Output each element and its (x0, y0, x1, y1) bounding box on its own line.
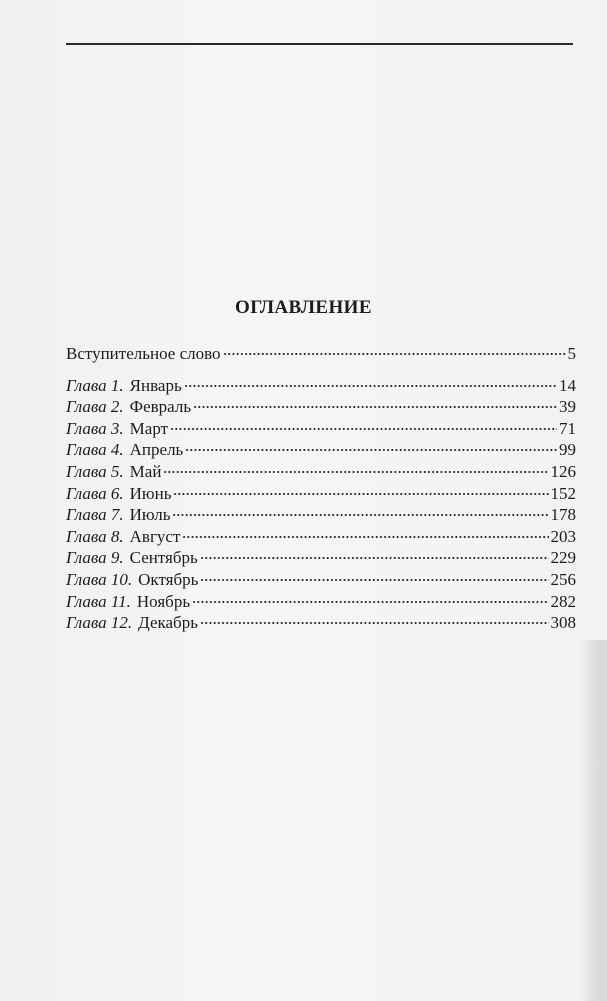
chapter-prefix: Глава 6. (66, 483, 124, 503)
toc-entry-chapter-3[interactable] (66, 418, 576, 440)
chapter-page: 229 (550, 548, 576, 568)
page-edge-shadow (579, 640, 607, 1001)
chapter-page: 99 (559, 440, 576, 460)
chapter-page: 126 (550, 461, 576, 481)
dot-leader (184, 385, 557, 387)
dot-leader (182, 536, 548, 538)
chapter-prefix: Глава 1. (66, 375, 124, 395)
chapter-page: 39 (559, 397, 576, 417)
chapter-name: Август (129, 526, 181, 546)
chapter-name: Июнь (129, 483, 172, 503)
dot-leader (163, 471, 548, 473)
chapter-name: Октябрь (138, 569, 199, 589)
chapter-name: Апрель (129, 440, 184, 460)
chapter-prefix: Глава 9. (66, 548, 124, 568)
chapter-page: 256 (550, 569, 576, 589)
chapter-name: Февраль (129, 397, 192, 417)
toc-entry-chapter-2[interactable] (66, 396, 576, 418)
chapter-page: 178 (550, 505, 576, 525)
chapter-prefix: Глава 3. (66, 418, 124, 438)
toc-entry-intro[interactable] (66, 343, 576, 365)
chapter-page: 282 (550, 591, 576, 611)
chapter-prefix: Глава 11. (66, 591, 131, 611)
chapter-page: 152 (550, 483, 576, 503)
dot-leader (185, 449, 557, 451)
table-of-contents (66, 343, 576, 634)
chapter-page: 71 (559, 418, 576, 438)
header-rule (66, 43, 573, 45)
chapter-page: 308 (550, 613, 576, 633)
dot-leader (192, 601, 548, 603)
toc-title: ОГЛАВЛЕНИЕ (235, 297, 372, 318)
chapter-prefix: Глава 7. (66, 505, 124, 525)
toc-entry-chapter-7[interactable] (66, 504, 576, 526)
dot-leader (173, 493, 548, 495)
chapter-prefix: Глава 12. (66, 613, 133, 633)
chapter-name: Май (129, 461, 162, 481)
dot-leader (193, 406, 557, 408)
toc-entry-chapter-1[interactable] (66, 375, 576, 397)
chapter-prefix: Глава 10. (66, 569, 133, 589)
chapter-prefix: Глава 5. (66, 461, 124, 481)
chapter-name: Сентябрь (129, 548, 198, 568)
chapter-page: 14 (559, 375, 576, 395)
toc-entry-chapter-12[interactable] (66, 612, 576, 634)
chapter-name: Март (129, 418, 169, 438)
toc-entry-chapter-5[interactable] (66, 461, 576, 483)
toc-entry-page: 5 (567, 344, 576, 363)
chapter-prefix: Глава 8. (66, 526, 124, 546)
toc-entry-chapter-4[interactable] (66, 439, 576, 461)
dot-leader (200, 622, 549, 624)
toc-entry-chapter-8[interactable] (66, 526, 576, 548)
chapter-name: Декабрь (138, 613, 198, 633)
chapter-name: Ноябрь (136, 591, 191, 611)
toc-entry-chapter-11[interactable] (66, 591, 576, 613)
dot-leader (170, 428, 557, 430)
toc-entry-chapter-9[interactable] (66, 547, 576, 569)
chapter-prefix: Глава 2. (66, 397, 124, 417)
toc-entry-chapter-6[interactable] (66, 483, 576, 505)
dot-leader (223, 353, 566, 355)
chapter-name: Июль (129, 505, 171, 525)
dot-leader (172, 514, 548, 516)
chapter-prefix: Глава 4. (66, 440, 124, 460)
toc-entry-chapter-10[interactable] (66, 569, 576, 591)
chapter-name: Январь (129, 375, 182, 395)
toc-entry-label: Вступительное слово (66, 344, 221, 363)
chapter-page: 203 (550, 526, 576, 546)
dot-leader (200, 557, 549, 559)
dot-leader (200, 579, 548, 581)
